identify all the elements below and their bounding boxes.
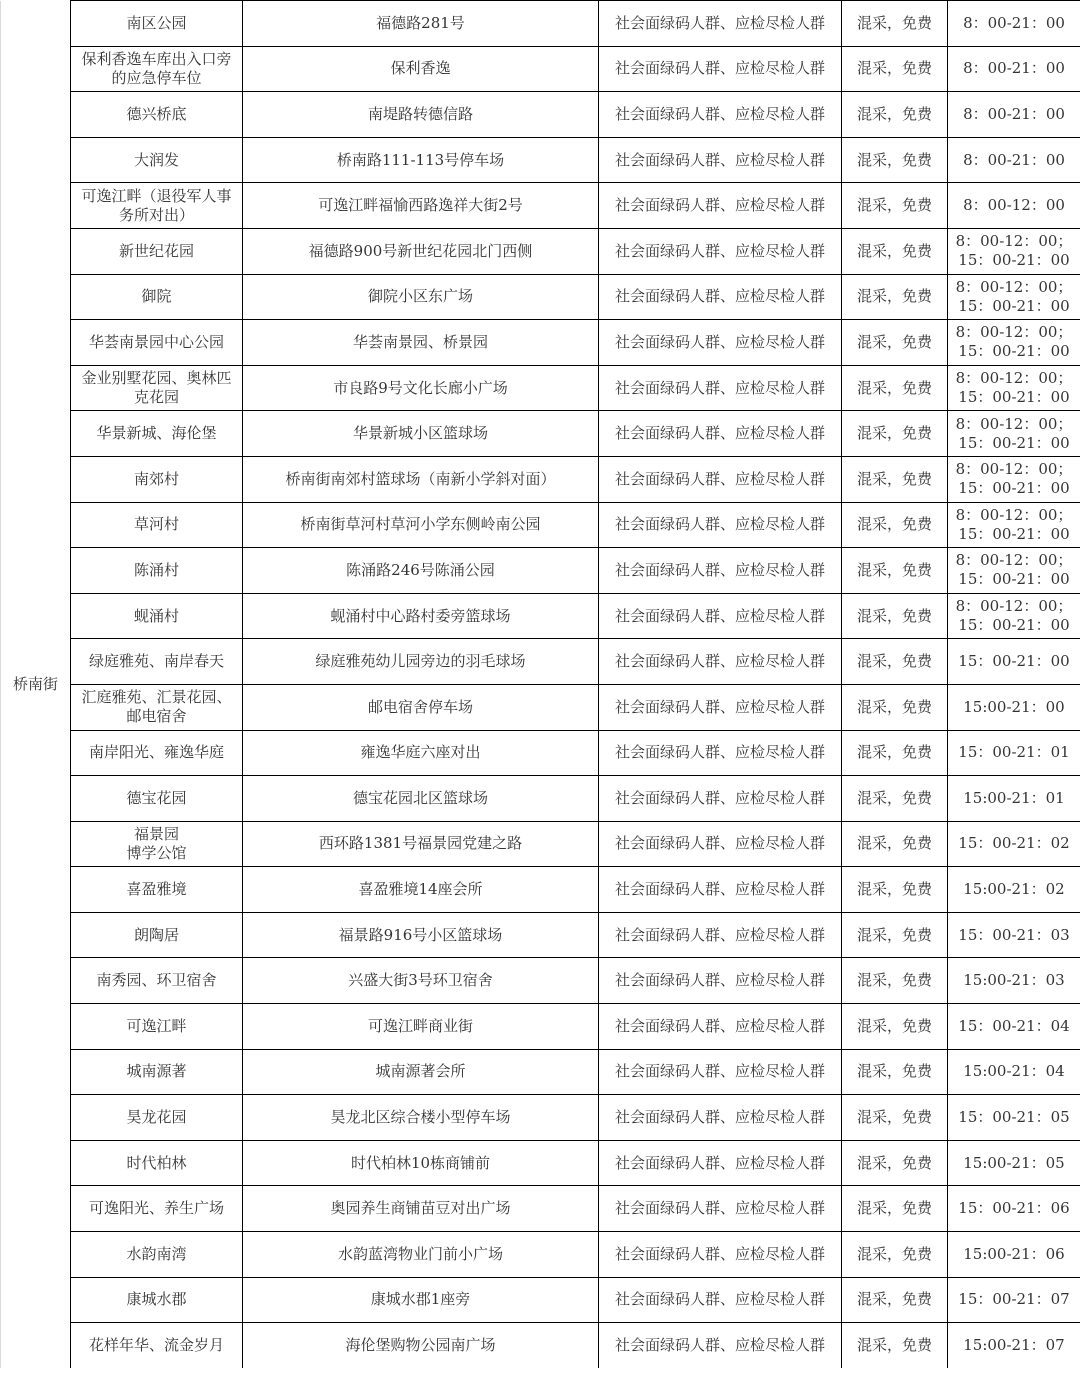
target-group-cell: 社会面绿码人群、应检尽检人群 xyxy=(599,684,842,730)
site-name-cell: 南区公园 xyxy=(71,1,243,47)
target-group-cell: 社会面绿码人群、应检尽检人群 xyxy=(599,1186,842,1232)
sampling-method-cell: 混采，免费 xyxy=(842,92,948,138)
opening-hours-cell: 8：00-12：00 xyxy=(948,183,1080,229)
site-name-cell: 新世纪花园 xyxy=(71,228,243,274)
opening-hours-cell: 15:00-21：00 xyxy=(948,684,1080,730)
table-row xyxy=(1,548,1080,594)
target-group-cell: 社会面绿码人群、应检尽检人群 xyxy=(599,1095,842,1141)
sampling-method-cell: 混采，免费 xyxy=(842,411,948,457)
sampling-method-cell: 混采，免费 xyxy=(842,365,948,411)
opening-hours-cell: 15：00-21：05 xyxy=(948,1095,1080,1141)
site-name-cell: 金业别墅花园、奥林匹 克花园 xyxy=(71,365,243,411)
address-cell: 德宝花园北区篮球场 xyxy=(243,776,599,822)
opening-hours-cell: 15:00-21：03 xyxy=(948,958,1080,1004)
site-name-cell: 城南源著 xyxy=(71,1049,243,1095)
site-name-cell: 康城水郡 xyxy=(71,1277,243,1323)
sampling-method-cell: 混采，免费 xyxy=(842,684,948,730)
opening-hours-cell: 8：00-12：00； 15：00-21：00 xyxy=(948,456,1080,502)
opening-hours-cell: 8：00-21：00 xyxy=(948,137,1080,183)
sampling-method-cell: 混采，免费 xyxy=(842,730,948,776)
sampling-method-cell: 混采，免费 xyxy=(842,274,948,320)
target-group-cell: 社会面绿码人群、应检尽检人群 xyxy=(599,137,842,183)
sampling-method-cell: 混采，免费 xyxy=(842,593,948,639)
site-name-cell: 德兴桥底 xyxy=(71,92,243,138)
sampling-method-cell: 混采，免费 xyxy=(842,502,948,548)
table-row xyxy=(1,1277,1080,1323)
site-name-cell: 华景新城、海伦堡 xyxy=(71,411,243,457)
sampling-method-cell: 混采，免费 xyxy=(842,1140,948,1186)
opening-hours-cell: 8：00-12：00； 15：00-21：00 xyxy=(948,548,1080,594)
address-cell: 桥南街南郊村篮球场（南新小学斜对面） xyxy=(243,456,599,502)
table-row xyxy=(1,684,1080,730)
address-cell: 可逸江畔商业街 xyxy=(243,1004,599,1050)
opening-hours-cell: 15:00-21：07 xyxy=(948,1323,1080,1369)
opening-hours-cell: 15:00-21：04 xyxy=(948,1049,1080,1095)
address-cell: 雍逸华庭六座对出 xyxy=(243,730,599,776)
site-name-cell: 水韵南湾 xyxy=(71,1232,243,1278)
address-cell: 华荟南景园、桥景园 xyxy=(243,320,599,366)
site-name-cell: 花样年华、流金岁月 xyxy=(71,1323,243,1369)
sampling-method-cell: 混采，免费 xyxy=(842,1186,948,1232)
table-row xyxy=(1,867,1080,913)
address-cell: 兴盛大街3号环卫宿舍 xyxy=(243,958,599,1004)
target-group-cell: 社会面绿码人群、应检尽检人群 xyxy=(599,548,842,594)
target-group-cell: 社会面绿码人群、应检尽检人群 xyxy=(599,1277,842,1323)
site-name-cell: 时代柏林 xyxy=(71,1140,243,1186)
sampling-method-cell: 混采，免费 xyxy=(842,821,948,867)
address-cell: 福景路916号小区篮球场 xyxy=(243,912,599,958)
target-group-cell: 社会面绿码人群、应检尽检人群 xyxy=(599,365,842,411)
address-cell: 桥南路111-113号停车场 xyxy=(243,137,599,183)
opening-hours-cell: 8：00-12：00； 15：00-21：00 xyxy=(948,228,1080,274)
table-row xyxy=(1,92,1080,138)
opening-hours-cell: 8：00-12：00； 15：00-21：00 xyxy=(948,411,1080,457)
sampling-method-cell: 混采，免费 xyxy=(842,137,948,183)
target-group-cell: 社会面绿码人群、应检尽检人群 xyxy=(599,1004,842,1050)
address-cell: 海伦堡购物公园南广场 xyxy=(243,1323,599,1369)
table-row xyxy=(1,365,1080,411)
target-group-cell: 社会面绿码人群、应检尽检人群 xyxy=(599,274,842,320)
site-name-cell: 喜盈雅境 xyxy=(71,867,243,913)
site-name-cell: 南秀园、环卫宿舍 xyxy=(71,958,243,1004)
target-group-cell: 社会面绿码人群、应检尽检人群 xyxy=(599,411,842,457)
address-cell: 绿庭雅苑幼儿园旁边的羽毛球场 xyxy=(243,639,599,685)
address-cell: 福德路281号 xyxy=(243,1,599,47)
target-group-cell: 社会面绿码人群、应检尽检人群 xyxy=(599,593,842,639)
table-row xyxy=(1,183,1080,229)
address-cell: 桥南街草河村草河小学东侧岭南公园 xyxy=(243,502,599,548)
sampling-method-cell: 混采，免费 xyxy=(842,867,948,913)
opening-hours-cell: 8：00-12：00； 15：00-21：00 xyxy=(948,502,1080,548)
target-group-cell: 社会面绿码人群、应检尽检人群 xyxy=(599,730,842,776)
street-name-cell: 桥南街 xyxy=(1,1,71,1369)
table-row xyxy=(1,912,1080,958)
table-row xyxy=(1,776,1080,822)
target-group-cell: 社会面绿码人群、应检尽检人群 xyxy=(599,776,842,822)
target-group-cell: 社会面绿码人群、应检尽检人群 xyxy=(599,1140,842,1186)
opening-hours-cell: 15:00-21：06 xyxy=(948,1232,1080,1278)
target-group-cell: 社会面绿码人群、应检尽检人群 xyxy=(599,92,842,138)
opening-hours-cell: 8：00-12：00； 15：00-21：00 xyxy=(948,365,1080,411)
address-cell: 可逸江畔福愉西路逸祥大街2号 xyxy=(243,183,599,229)
table-body xyxy=(1,1,1080,1369)
opening-hours-cell: 8：00-12：00； 15：00-21：00 xyxy=(948,274,1080,320)
sampling-method-cell: 混采，免费 xyxy=(842,1049,948,1095)
site-name-cell: 南岸阳光、雍逸华庭 xyxy=(71,730,243,776)
site-name-cell: 福景园 博学公馆 xyxy=(71,821,243,867)
table-row xyxy=(1,502,1080,548)
table-row xyxy=(1,1232,1080,1278)
address-cell: 福德路900号新世纪花园北门西侧 xyxy=(243,228,599,274)
table-row xyxy=(1,274,1080,320)
table-row xyxy=(1,1004,1080,1050)
opening-hours-cell: 8：00-21：00 xyxy=(948,46,1080,92)
address-cell: 南堤路转德信路 xyxy=(243,92,599,138)
opening-hours-cell: 15：00-21：02 xyxy=(948,821,1080,867)
sampling-method-cell: 混采，免费 xyxy=(842,548,948,594)
table-row xyxy=(1,639,1080,685)
site-name-cell: 可逸江畔 xyxy=(71,1004,243,1050)
sampling-method-cell: 混采，免费 xyxy=(842,1277,948,1323)
table-row xyxy=(1,593,1080,639)
target-group-cell: 社会面绿码人群、应检尽检人群 xyxy=(599,1049,842,1095)
address-cell: 邮电宿舍停车场 xyxy=(243,684,599,730)
target-group-cell: 社会面绿码人群、应检尽检人群 xyxy=(599,1323,842,1369)
address-cell: 华景新城小区篮球场 xyxy=(243,411,599,457)
table-row xyxy=(1,730,1080,776)
sampling-method-cell: 混采，免费 xyxy=(842,776,948,822)
opening-hours-cell: 15:00-21：05 xyxy=(948,1140,1080,1186)
target-group-cell: 社会面绿码人群、应检尽检人群 xyxy=(599,639,842,685)
site-name-cell: 御院 xyxy=(71,274,243,320)
opening-hours-cell: 8：00-12：00； 15：00-21：00 xyxy=(948,320,1080,366)
target-group-cell: 社会面绿码人群、应检尽检人群 xyxy=(599,1,842,47)
target-group-cell: 社会面绿码人群、应检尽检人群 xyxy=(599,456,842,502)
target-group-cell: 社会面绿码人群、应检尽检人群 xyxy=(599,958,842,1004)
target-group-cell: 社会面绿码人群、应检尽检人群 xyxy=(599,183,842,229)
site-name-cell: 可逸阳光、养生广场 xyxy=(71,1186,243,1232)
opening-hours-cell: 15:00-21：01 xyxy=(948,776,1080,822)
table-row xyxy=(1,1140,1080,1186)
sampling-method-cell: 混采，免费 xyxy=(842,320,948,366)
table-row xyxy=(1,1323,1080,1369)
sampling-method-cell: 混采，免费 xyxy=(842,1,948,47)
table-row xyxy=(1,46,1080,92)
address-cell: 城南源著会所 xyxy=(243,1049,599,1095)
target-group-cell: 社会面绿码人群、应检尽检人群 xyxy=(599,1232,842,1278)
sampling-method-cell: 混采，免费 xyxy=(842,228,948,274)
site-name-cell: 保利香逸车库出入口旁 的应急停车位 xyxy=(71,46,243,92)
site-name-cell: 蚬涌村 xyxy=(71,593,243,639)
sampling-method-cell: 混采，免费 xyxy=(842,912,948,958)
site-name-cell: 大润发 xyxy=(71,137,243,183)
opening-hours-cell: 8：00-21：00 xyxy=(948,92,1080,138)
address-cell: 西环路1381号福景园党建之路 xyxy=(243,821,599,867)
site-name-cell: 昊龙花园 xyxy=(71,1095,243,1141)
table-row xyxy=(1,958,1080,1004)
table-row xyxy=(1,1186,1080,1232)
table-row xyxy=(1,411,1080,457)
table-row xyxy=(1,1,1080,47)
site-name-cell: 朗陶居 xyxy=(71,912,243,958)
table-row xyxy=(1,1095,1080,1141)
target-group-cell: 社会面绿码人群、应检尽检人群 xyxy=(599,228,842,274)
site-name-cell: 汇庭雅苑、汇景花园、 邮电宿舍 xyxy=(71,684,243,730)
site-name-cell: 南郊村 xyxy=(71,456,243,502)
table-row xyxy=(1,1049,1080,1095)
target-group-cell: 社会面绿码人群、应检尽检人群 xyxy=(599,867,842,913)
address-cell: 保利香逸 xyxy=(243,46,599,92)
opening-hours-cell: 15:00-21：02 xyxy=(948,867,1080,913)
site-name-cell: 德宝花园 xyxy=(71,776,243,822)
target-group-cell: 社会面绿码人群、应检尽检人群 xyxy=(599,912,842,958)
sampling-method-cell: 混采，免费 xyxy=(842,1095,948,1141)
opening-hours-cell: 15：00-21：03 xyxy=(948,912,1080,958)
site-name-cell: 绿庭雅苑、南岸春天 xyxy=(71,639,243,685)
opening-hours-cell: 8：00-12：00； 15：00-21：00 xyxy=(948,593,1080,639)
sampling-method-cell: 混采，免费 xyxy=(842,958,948,1004)
table-row xyxy=(1,821,1080,867)
address-cell: 水韵蓝湾物业门前小广场 xyxy=(243,1232,599,1278)
site-name-cell: 可逸江畔（退役军人事 务所对出） xyxy=(71,183,243,229)
target-group-cell: 社会面绿码人群、应检尽检人群 xyxy=(599,320,842,366)
target-group-cell: 社会面绿码人群、应检尽检人群 xyxy=(599,502,842,548)
opening-hours-cell: 8：00-21：00 xyxy=(948,1,1080,47)
sampling-method-cell: 混采，免费 xyxy=(842,46,948,92)
address-cell: 奥园养生商铺苗豆对出广场 xyxy=(243,1186,599,1232)
sampling-method-cell: 混采，免费 xyxy=(842,1004,948,1050)
address-cell: 康城水郡1座旁 xyxy=(243,1277,599,1323)
address-cell: 蚬涌村中心路村委旁篮球场 xyxy=(243,593,599,639)
sampling-method-cell: 混采，免费 xyxy=(842,1323,948,1369)
table-row xyxy=(1,456,1080,502)
address-cell: 时代柏林10栋商铺前 xyxy=(243,1140,599,1186)
opening-hours-cell: 15：00-21：04 xyxy=(948,1004,1080,1050)
table-row xyxy=(1,320,1080,366)
opening-hours-cell: 15：00-21：06 xyxy=(948,1186,1080,1232)
sampling-method-cell: 混采，免费 xyxy=(842,456,948,502)
target-group-cell: 社会面绿码人群、应检尽检人群 xyxy=(599,46,842,92)
site-name-cell: 华荟南景园中心公园 xyxy=(71,320,243,366)
sampling-method-cell: 混采，免费 xyxy=(842,183,948,229)
site-name-cell: 陈涌村 xyxy=(71,548,243,594)
opening-hours-cell: 15：00-21：00 xyxy=(948,639,1080,685)
opening-hours-cell: 15：00-21：01 xyxy=(948,730,1080,776)
table-row xyxy=(1,228,1080,274)
address-cell: 御院小区东广场 xyxy=(243,274,599,320)
sampling-method-cell: 混采，免费 xyxy=(842,639,948,685)
opening-hours-cell: 15：00-21：07 xyxy=(948,1277,1080,1323)
address-cell: 昊龙北区综合楼小型停车场 xyxy=(243,1095,599,1141)
target-group-cell: 社会面绿码人群、应检尽检人群 xyxy=(599,821,842,867)
address-cell: 陈涌路246号陈涌公园 xyxy=(243,548,599,594)
address-cell: 市良路9号文化长廊小广场 xyxy=(243,365,599,411)
site-name-cell: 草河村 xyxy=(71,502,243,548)
table-row xyxy=(1,137,1080,183)
sampling-method-cell: 混采，免费 xyxy=(842,1232,948,1278)
address-cell: 喜盈雅境14座会所 xyxy=(243,867,599,913)
